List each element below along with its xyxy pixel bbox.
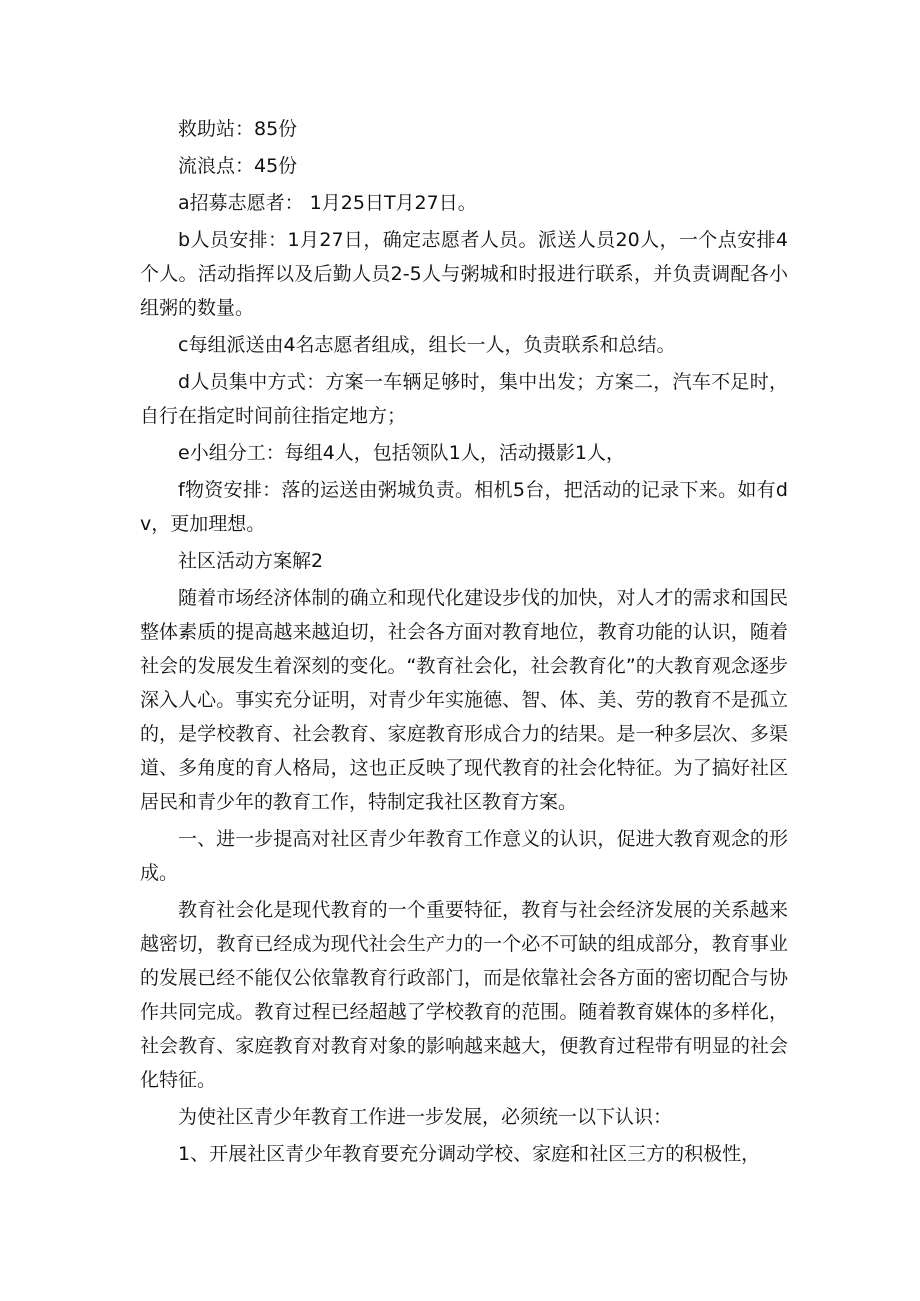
- paragraph-recruit-volunteers: a招募志愿者： 1月25日T月27日。: [178, 192, 477, 214]
- paragraph-group-delivery: c每组派送由4名志愿者组成，组长一人，负责联系和总结。: [178, 334, 676, 356]
- paragraph-gathering-method: d人员集中方式：方案一车辆足够时，集中出发；方案二，汽车不足时，自行在指定时间前往指定地方；: [140, 371, 788, 427]
- paragraph-staff-arrangement: b人员安排：1月27日，确定志愿者人员。派送人员20人，一个点安排4个人。活动指挥以及后勤人员2-5人与粥城和时报进行联系，并负责调配各小组粥的数量。: [140, 229, 788, 319]
- paragraph-rescue-station: 救助站：85份: [178, 118, 298, 140]
- paragraph-intro: 随着市场经济体制的确立和现代化建设步伐的加快，对人才的需求和国民整体素质的提高越来越迫切，社会各方面对教育地位，教育功能的认识，随着社会的发展发生着深刻的变化。“教育社会化，社会教育化”的大教育观念逐步深入人心。事实充分证明，对青少年实施德、智、体、美、劳的教育不是孤立的，是学校教育、社会教育、家庭教育形成合力的结果。是一种多层次、多渠道、多角度的育人格局，这也正反映了现代教育的社会化特征。为了搞好社区居民和青少年的教育工作，特制定我社区教育方案。: [140, 587, 788, 813]
- paragraph-group-division: e小组分工：每组4人，包括领队1人，活动摄影1人，: [178, 442, 625, 464]
- paragraph-homeless-point: 流浪点：45份: [178, 155, 298, 177]
- paragraph-supplies: f物资安排：落的运送由粥城负责。相机5台，把活动的记录下来。如有dv，更加理想。: [140, 479, 788, 535]
- paragraph-item-one: 1、开展社区青少年教育要充分调动学校、家庭和社区三方的积极性，: [178, 1143, 761, 1165]
- paragraph-education-socialization: 教育社会化是现代教育的一个重要特征，教育与社会经济发展的关系越来越密切，教育已经成为现代社会生产力的一个必不可缺的组成部分，教育事业的发展已经不能仅公依靠教育行政部门，而是依靠社会各方面的密切配合与协作共同完成。教育过程已经超越了学校教育的范围。随着教育媒体的多样化，社会教育、家庭教育对教育对象的影响越来越大，便教育过程带有明显的社会化特征。: [140, 899, 788, 1091]
- document-body: [140, 112, 788, 1174]
- paragraph-unify-understanding: 为使社区青少年教育工作进一步发展，必须统一以下认识：: [178, 1106, 673, 1128]
- paragraph-point-one: 一、进一步提高对社区青少年教育工作意义的认识，促进大教育观念的形成。: [140, 828, 788, 884]
- section-heading: 社区活动方案解2: [178, 550, 324, 572]
